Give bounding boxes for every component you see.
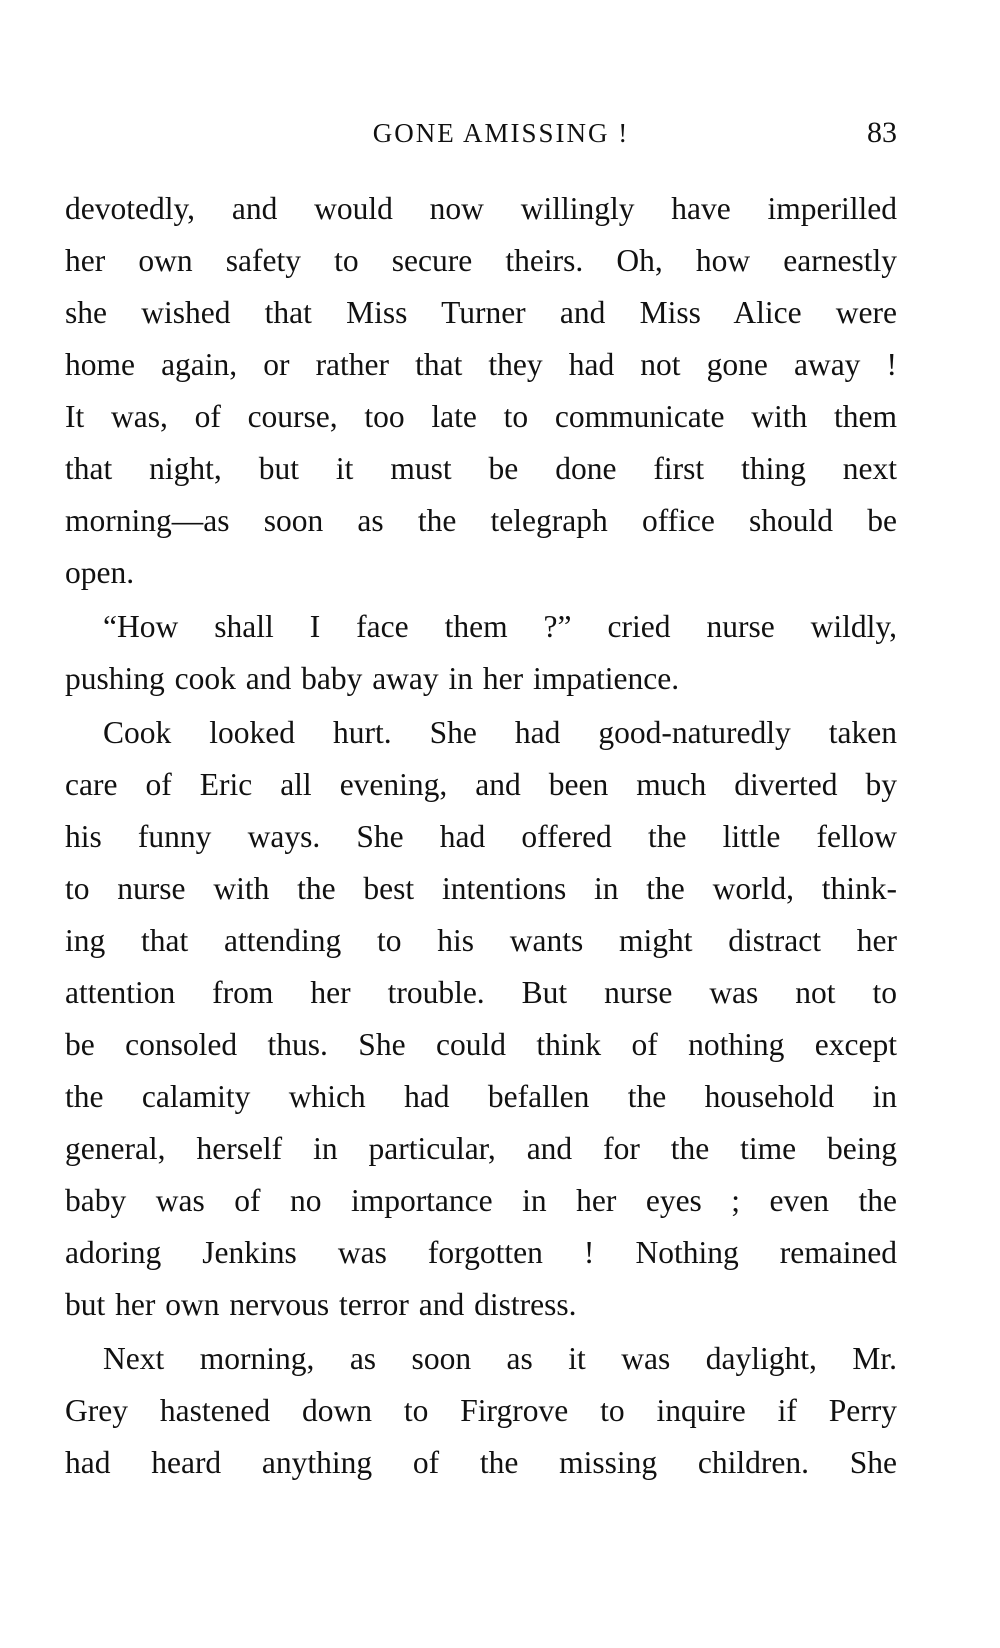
text-line: It was, of course, too late to communicate with them: [65, 399, 897, 434]
paragraph: [65, 1333, 897, 1489]
page-header: [65, 112, 897, 156]
text-line: be consoled thus. She could think of nothing except: [65, 1027, 897, 1062]
text-line: that night, but it must be done first thing next: [65, 451, 897, 486]
text-line: Grey hastened down to Firgrove to inquire if Perry: [65, 1393, 897, 1428]
running-title: GONE AMISSING !: [372, 118, 630, 148]
text-line: morning—as soon as the telegraph office should be: [65, 503, 897, 538]
text-line: care of Eric all evening, and been much diverted by: [65, 767, 897, 802]
text-line: her own safety to secure theirs. Oh, how earnestly: [65, 243, 897, 278]
text-line: the calamity which had befallen the household in: [65, 1079, 897, 1114]
text-line: baby was of no importance in her eyes ; even the: [65, 1183, 897, 1218]
text-line: his funny ways. She had offered the little fellow: [65, 819, 897, 854]
paragraph: [65, 601, 897, 705]
text-line: “How shall I face them ?” cried nurse wildly,: [103, 609, 897, 644]
body-text: [65, 183, 897, 1491]
text-line: had heard anything of the missing children. She: [65, 1445, 897, 1480]
text-line: ing that attending to his wants might distract her: [65, 923, 897, 958]
paragraph: [65, 183, 897, 599]
text-line: devotedly, and would now willingly have imperilled: [65, 191, 897, 226]
text-line: pushing cook and baby away in her impatience.: [65, 661, 680, 696]
text-line: to nurse with the best intentions in the world, think-: [65, 871, 897, 906]
text-line: Next morning, as soon as it was daylight, Mr.: [103, 1341, 897, 1376]
text-line: open.: [65, 555, 135, 590]
paragraph: [65, 707, 897, 1331]
text-line: she wished that Miss Turner and Miss Alice were: [65, 295, 897, 330]
page-number: 83: [867, 116, 897, 149]
text-line: adoring Jenkins was forgotten ! Nothing remained: [65, 1235, 897, 1270]
text-line: home again, or rather that they had not gone away !: [65, 347, 897, 382]
text-line: but her own nervous terror and distress.: [65, 1287, 577, 1322]
text-line: Cook looked hurt. She had good-naturedly taken: [103, 715, 897, 750]
text-line: general, herself in particular, and for the time being: [65, 1131, 897, 1166]
text-line: attention from her trouble. But nurse was not to: [65, 975, 897, 1010]
